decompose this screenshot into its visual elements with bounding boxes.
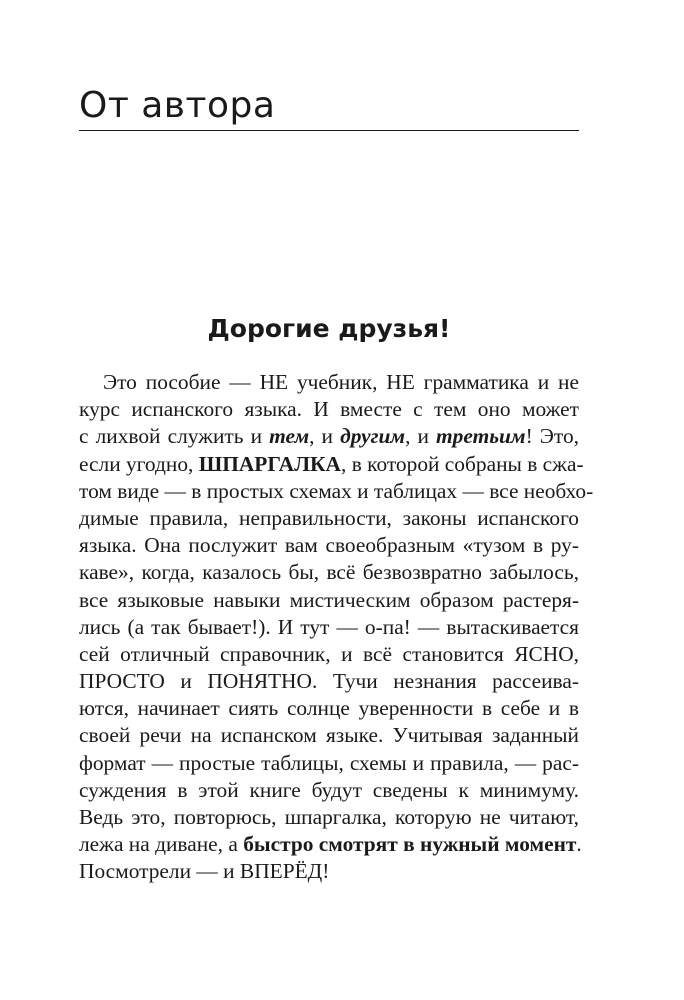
emphasis-text: третьим bbox=[436, 424, 526, 449]
text-line bbox=[79, 505, 579, 532]
text-line bbox=[79, 858, 579, 885]
text-line bbox=[79, 831, 582, 858]
title-underline bbox=[79, 130, 579, 131]
emphasis-text: ШПАРГАЛКА bbox=[198, 451, 341, 476]
text-run: курс испанского языка. И вместе с тем оно может bbox=[79, 397, 579, 422]
text-line bbox=[79, 777, 579, 804]
text-run: , и bbox=[309, 424, 341, 449]
text-run: лись (а так бывает!). И тут — о-па! — вытаскивается bbox=[79, 614, 579, 639]
text-run: языка. Она послужит вам своеобразным «тузом в ру- bbox=[79, 533, 579, 558]
text-run: ПРОСТО и ПОНЯТНО. Тучи незнания рассеива- bbox=[79, 669, 579, 694]
text-run: Это пособие — НЕ учебник, НЕ грамматика и не bbox=[103, 370, 579, 394]
greeting-heading: Дорогие друзья! bbox=[207, 314, 451, 343]
text-line bbox=[79, 614, 579, 641]
text-line bbox=[79, 641, 579, 668]
text-run: , и bbox=[405, 424, 437, 449]
text-run: формат — простые таблицы, схемы и правила, — рас- bbox=[79, 750, 579, 775]
text-run: все языковые навыки мистическим образом растеря- bbox=[79, 587, 579, 612]
emphasis-text: быстро смотрят в нужный момент bbox=[243, 832, 577, 857]
text-line bbox=[79, 587, 579, 614]
text-line bbox=[79, 722, 579, 749]
text-run: димые правила, неправильности, законы испанского bbox=[79, 505, 579, 530]
text-run: , в которой собраны в сжа- bbox=[341, 451, 584, 476]
text-run: ются, начинает сиять солнце уверенности в себе и в bbox=[79, 696, 579, 721]
text-run: Ведь это, повторюсь, шпаргалка, которую не читают, bbox=[79, 805, 579, 829]
text-run: сей отличный справочник, и всё становится ЯСНО, bbox=[79, 641, 579, 666]
text-run: Посмотрели — и ВПЕРЁД! bbox=[79, 859, 330, 884]
text-line bbox=[79, 532, 579, 559]
text-run: ! Это, bbox=[525, 424, 580, 449]
text-line bbox=[79, 423, 579, 450]
text-line bbox=[79, 396, 579, 423]
text-line bbox=[79, 804, 579, 831]
text-run: каве», когда, казалось бы, всё безвозвратно забылось, bbox=[79, 560, 579, 585]
text-run: . bbox=[576, 832, 582, 857]
text-line bbox=[79, 695, 579, 722]
emphasis-text: другим bbox=[340, 424, 406, 449]
text-run: если угодно, bbox=[79, 451, 199, 476]
emphasis-text: тем bbox=[269, 424, 310, 449]
text-run: своей речи на испанском языке. Учитывая заданный bbox=[79, 723, 579, 748]
text-line bbox=[79, 668, 579, 695]
text-line bbox=[79, 478, 594, 505]
text-line bbox=[79, 559, 579, 586]
text-run: лежа на диване, а bbox=[79, 832, 244, 857]
text-run: том виде — в простых схемах и таблицах — все необхо- bbox=[79, 478, 594, 503]
text-run: суждения в этой книге будут сведены к минимуму. bbox=[79, 777, 579, 802]
text-line bbox=[79, 369, 579, 396]
chapter-title: От автора bbox=[79, 85, 276, 126]
text-run: с лихвой служить и bbox=[79, 424, 270, 449]
body-paragraph bbox=[79, 369, 594, 886]
text-line bbox=[79, 750, 579, 777]
text-line bbox=[79, 451, 584, 478]
